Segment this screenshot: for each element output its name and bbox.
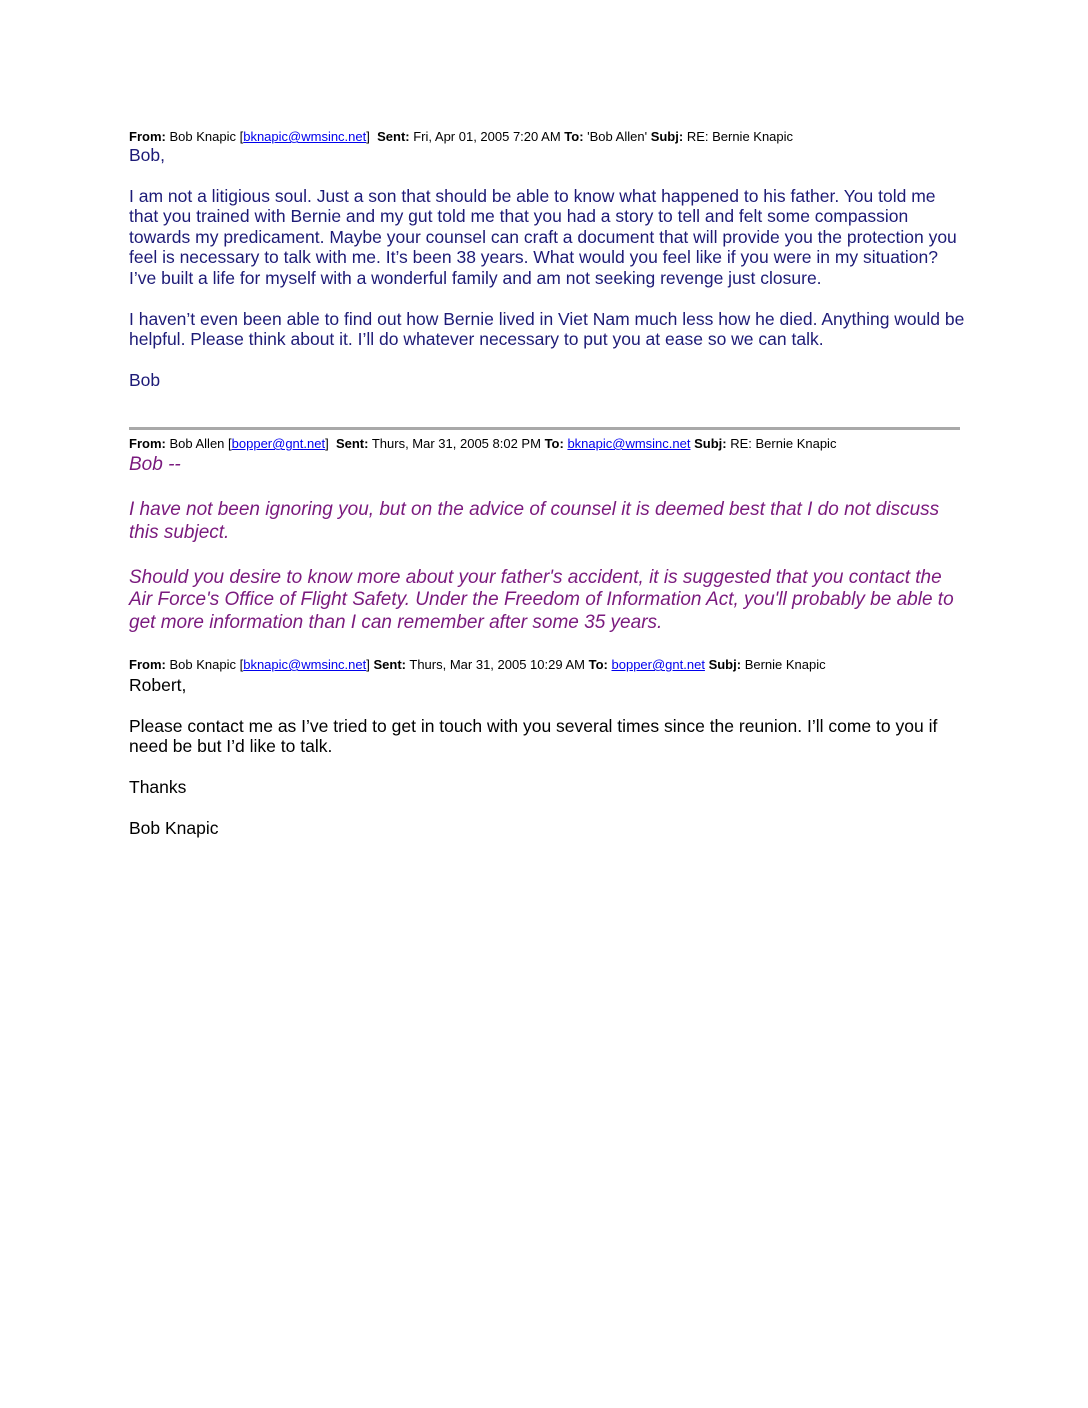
from-email-link[interactable]: bknapic@wmsinc.net <box>243 657 367 672</box>
email-header-1 <box>129 129 793 145</box>
from-email-link[interactable]: bknapic@wmsinc.net <box>243 129 367 144</box>
bracket-close: ] <box>325 436 329 451</box>
greeting: Bob, <box>129 145 165 165</box>
body-paragraph: Should you desire to know more about your father's accident, it is suggested that you contact the Air Force's Office of Flight Safety. Under the Freedom of Information Act, you'll probably be able to get more information than I can remember after some 35 years. <box>129 566 954 633</box>
subj-value: RE: Bernie Knapic <box>686 129 794 144</box>
subj-label: Subj: <box>708 657 742 672</box>
from-label: From: <box>129 657 166 672</box>
sent-label: Sent: <box>335 436 369 451</box>
body-paragraph: Please contact me as I’ve tried to get in touch with you several times since the reunion. I’ll come to you if need be but I’d like to talk. <box>129 715 938 756</box>
closing: Thanks <box>129 777 187 797</box>
to-value: 'Bob Allen' <box>587 129 648 144</box>
sent-value: Thurs, Mar 31, 2005 8:02 PM <box>371 436 541 451</box>
from-name: Bob Knapic <box>169 129 236 144</box>
signature: Bob Knapic <box>129 818 219 838</box>
subj-value: RE: Bernie Knapic <box>730 436 837 451</box>
from-name: Bob Allen <box>169 436 225 451</box>
sent-label: Sent: <box>377 129 410 144</box>
subj-label: Subj: <box>650 129 684 144</box>
email-header-2 <box>129 436 836 452</box>
from-label: From: <box>129 436 166 451</box>
to-email-link[interactable]: bknapic@wmsinc.net <box>567 436 691 451</box>
to-label: To: <box>588 657 608 672</box>
to-label: To: <box>564 129 584 144</box>
bracket-open: [ <box>228 436 232 451</box>
email-header-3 <box>129 657 826 673</box>
sent-label: Sent: <box>373 657 406 672</box>
bracket-open: [ <box>239 129 244 144</box>
to-email-link[interactable]: bopper@gnt.net <box>611 657 705 672</box>
from-label: From: <box>129 129 166 144</box>
body-paragraph: I haven’t even been able to find out how Bernie lived in Viet Nam much less how he died. Anything would be helpful. Please think about it. I’ll do whatever necessary to put you at ease so we can talk. <box>129 308 965 349</box>
email-body-1 <box>129 145 969 411</box>
sent-value: Thurs, Mar 31, 2005 10:29 AM <box>409 657 585 672</box>
message-divider <box>129 427 960 430</box>
signature: Bob <box>129 370 161 390</box>
greeting: Bob -- <box>129 454 181 475</box>
email-body-2 <box>129 454 969 657</box>
to-label: To: <box>544 436 564 451</box>
subj-label: Subj: <box>694 436 727 451</box>
subj-value: Bernie Knapic <box>744 657 826 672</box>
body-paragraph: I am not a litigious soul. Just a son that should be able to know what happened to his father. You told me that you trained with Bernie and my gut told me that you had a story to tell and felt some compassion towards my predicament. Maybe your counsel can craft a document that will provide you the protection you feel is necessary to talk with me. It’s been 38 years. What would you feel like if you were in my situation? I’ve built a life for myself with a wonderful family and am not seeking revenge just closure. <box>129 185 957 288</box>
sent-value: Fri, Apr 01, 2005 7:20 AM <box>413 129 561 144</box>
greeting: Robert, <box>129 675 187 695</box>
from-email-link[interactable]: bopper@gnt.net <box>231 436 326 451</box>
bracket-open: [ <box>239 657 244 672</box>
email-body-3 <box>129 675 969 859</box>
body-paragraph: I have not been ignoring you, but on the advice of counsel it is deemed best that I do not discuss this subject. <box>129 499 940 543</box>
from-name: Bob Knapic <box>169 657 236 672</box>
bracket-close: ] <box>366 129 370 144</box>
bracket-close: ] <box>366 657 370 672</box>
